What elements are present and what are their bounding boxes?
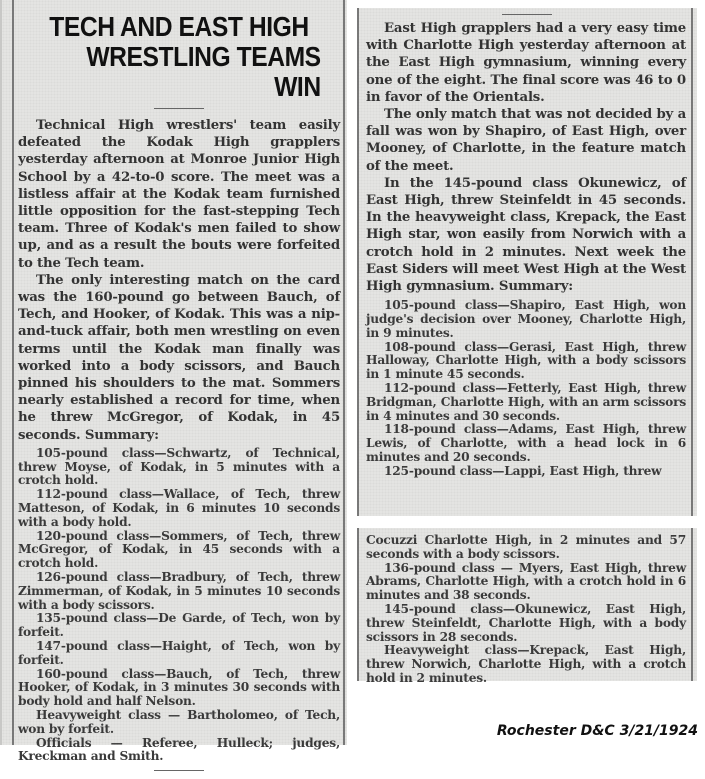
- summary-item: 126-pound class—Bradbury, of Tech, threw Zimmerman, of Kodak, in 5 minutes 10 seconds with a body scissors.: [18, 570, 340, 612]
- tech-article-clipping: [0, 0, 347, 764]
- east-article-continued: [366, 534, 686, 686]
- summary-item: 145-pound class—Okunewicz, East High, threw Steinfeldt, Charlotte High, with a body scissors in 28 seconds.: [366, 601, 686, 644]
- summary-item: 136-pound class — Myers, East High, threw Abrams, Charlotte High, with a crotch hold in 6 minutes and 38 seconds.: [366, 560, 686, 603]
- source-caption: Rochester D&C 3/21/1924: [496, 723, 698, 739]
- summary-item: 147-pound class—Haight, of Tech, won by forfeit.: [18, 639, 340, 667]
- summary-item: 120-pound class—Sommers, of Tech, threw McGregor, of Kodak, in 45 seconds with a crotch hold.: [18, 528, 340, 571]
- paragraph: The only interesting match on the card was the 160-pound go between Bauch, of Tech, and Hooker, of Kodak. This was a nip-and-tuck affair, both men wrestling on even terms until the Kodak man finally was worked into a body scissors, and Bauch pinned his shoulders to the mat. Sommers nearly established a record for time, when he threw McGregor, of Kodak, in 45 seconds. Summary:: [18, 272, 340, 443]
- paragraph: In the 145-pound class Okunewicz, of East High, threw Steinfeldt in 45 seconds. In the heavyweight class, Krepack, the East High star, won easily from Norwich with a crotch hold in 2 minutes. Next week the East Siders will meet West High at the West High gymnasium. Summary:: [366, 175, 686, 295]
- summary-item: Cocuzzi Charlotte High, in 2 minutes and 57 seconds with a body scissors.: [366, 533, 686, 561]
- divider: [154, 770, 204, 771]
- tech-article: [18, 12, 340, 779]
- column-rule-right: [691, 8, 693, 516]
- summary-item: Heavyweight class — Bartholomeo, of Tech, won by forfeit.: [18, 708, 340, 736]
- summary-item: 108-pound class—Gerasi, East High, threw Halloway, Charlotte High, with a body scissors in 1 minute 45 seconds.: [366, 339, 686, 382]
- divider: [502, 14, 552, 15]
- column-rule-left: [357, 528, 359, 681]
- summary-item: Heavyweight class—Krepack, East High, threw Norwich, Charlotte High, with a crotch hold in 2 minutes.: [366, 643, 686, 685]
- column-rule-right: [343, 0, 345, 745]
- headline-line-1: TECH AND EAST HIGH: [49, 11, 309, 42]
- column-rule-left: [12, 0, 14, 745]
- summary-list: [366, 299, 686, 478]
- summary-item: 160-pound class—Bauch, of Tech, threw Hooker, of Kodak, in 3 minutes 30 seconds with body hold and half Nelson.: [18, 666, 340, 709]
- paragraph: Technical High wrestlers' team easily defeated the Kodak High grapplers yesterday afternoon at Monroe Junior High School by a 42-to-0 score. The meet was a listless affair at the Kodak team furnished little opposition for the fast-stepping Tech team. Three of Kodak's men failed to show up, and as a result the bouts were forfeited to the Tech team.: [18, 118, 340, 271]
- summary-item: 135-pound class—De Garde, of Tech, won by forfeit.: [18, 611, 340, 640]
- summary-item: 112-pound class—Fetterly, East High, threw Bridgman, Charlotte High, with an arm scissors in 4 minutes and 30 seconds.: [366, 381, 686, 423]
- paragraph: The only match that was not decided by a fall was won by Shapiro, of East High, over Mooney, of Charlotte, in the feature match of the meet.: [366, 107, 686, 174]
- headline-line-2: WRESTLING TEAMS WIN: [86, 41, 321, 102]
- column-rule-right: [691, 528, 693, 681]
- paragraph: East High grapplers had a very easy time with Charlotte High yesterday afternoon at the East High gymnasium, winning every one of the eight. The final score was 46 to 0 in favor of the Orientals.: [366, 21, 686, 105]
- east-article-continued-clipping: [357, 528, 697, 685]
- summary-item: 125-pound class—Lappi, East High, threw: [384, 463, 662, 478]
- summary-list: [18, 447, 340, 764]
- east-article-clipping: [357, 8, 697, 516]
- summary-item: 112-pound class—Wallace, of Tech, threw Matteson, of Kodak, in 6 minutes 10 seconds with a body hold.: [18, 487, 340, 529]
- summary-item: 105-pound class—Shapiro, East High, won judge's decision over Mooney, Charlotte High, in 9 minutes.: [366, 298, 686, 340]
- summary-item: 118-pound class—Adams, East High, threw Lewis, of Charlotte, with a head lock in 6 minutes and 20 seconds.: [366, 422, 686, 465]
- column-rule-left: [357, 8, 359, 516]
- divider: [154, 108, 204, 109]
- summary-item: Officials — Referee, Hulleck; judges, Kreckman and Smith.: [18, 735, 340, 764]
- east-article: [366, 20, 686, 479]
- headline: [37, 12, 320, 102]
- summary-item: 105-pound class—Schwartz, of Technical, threw Moyse, of Kodak, in 5 minutes with a crotch hold.: [18, 445, 340, 488]
